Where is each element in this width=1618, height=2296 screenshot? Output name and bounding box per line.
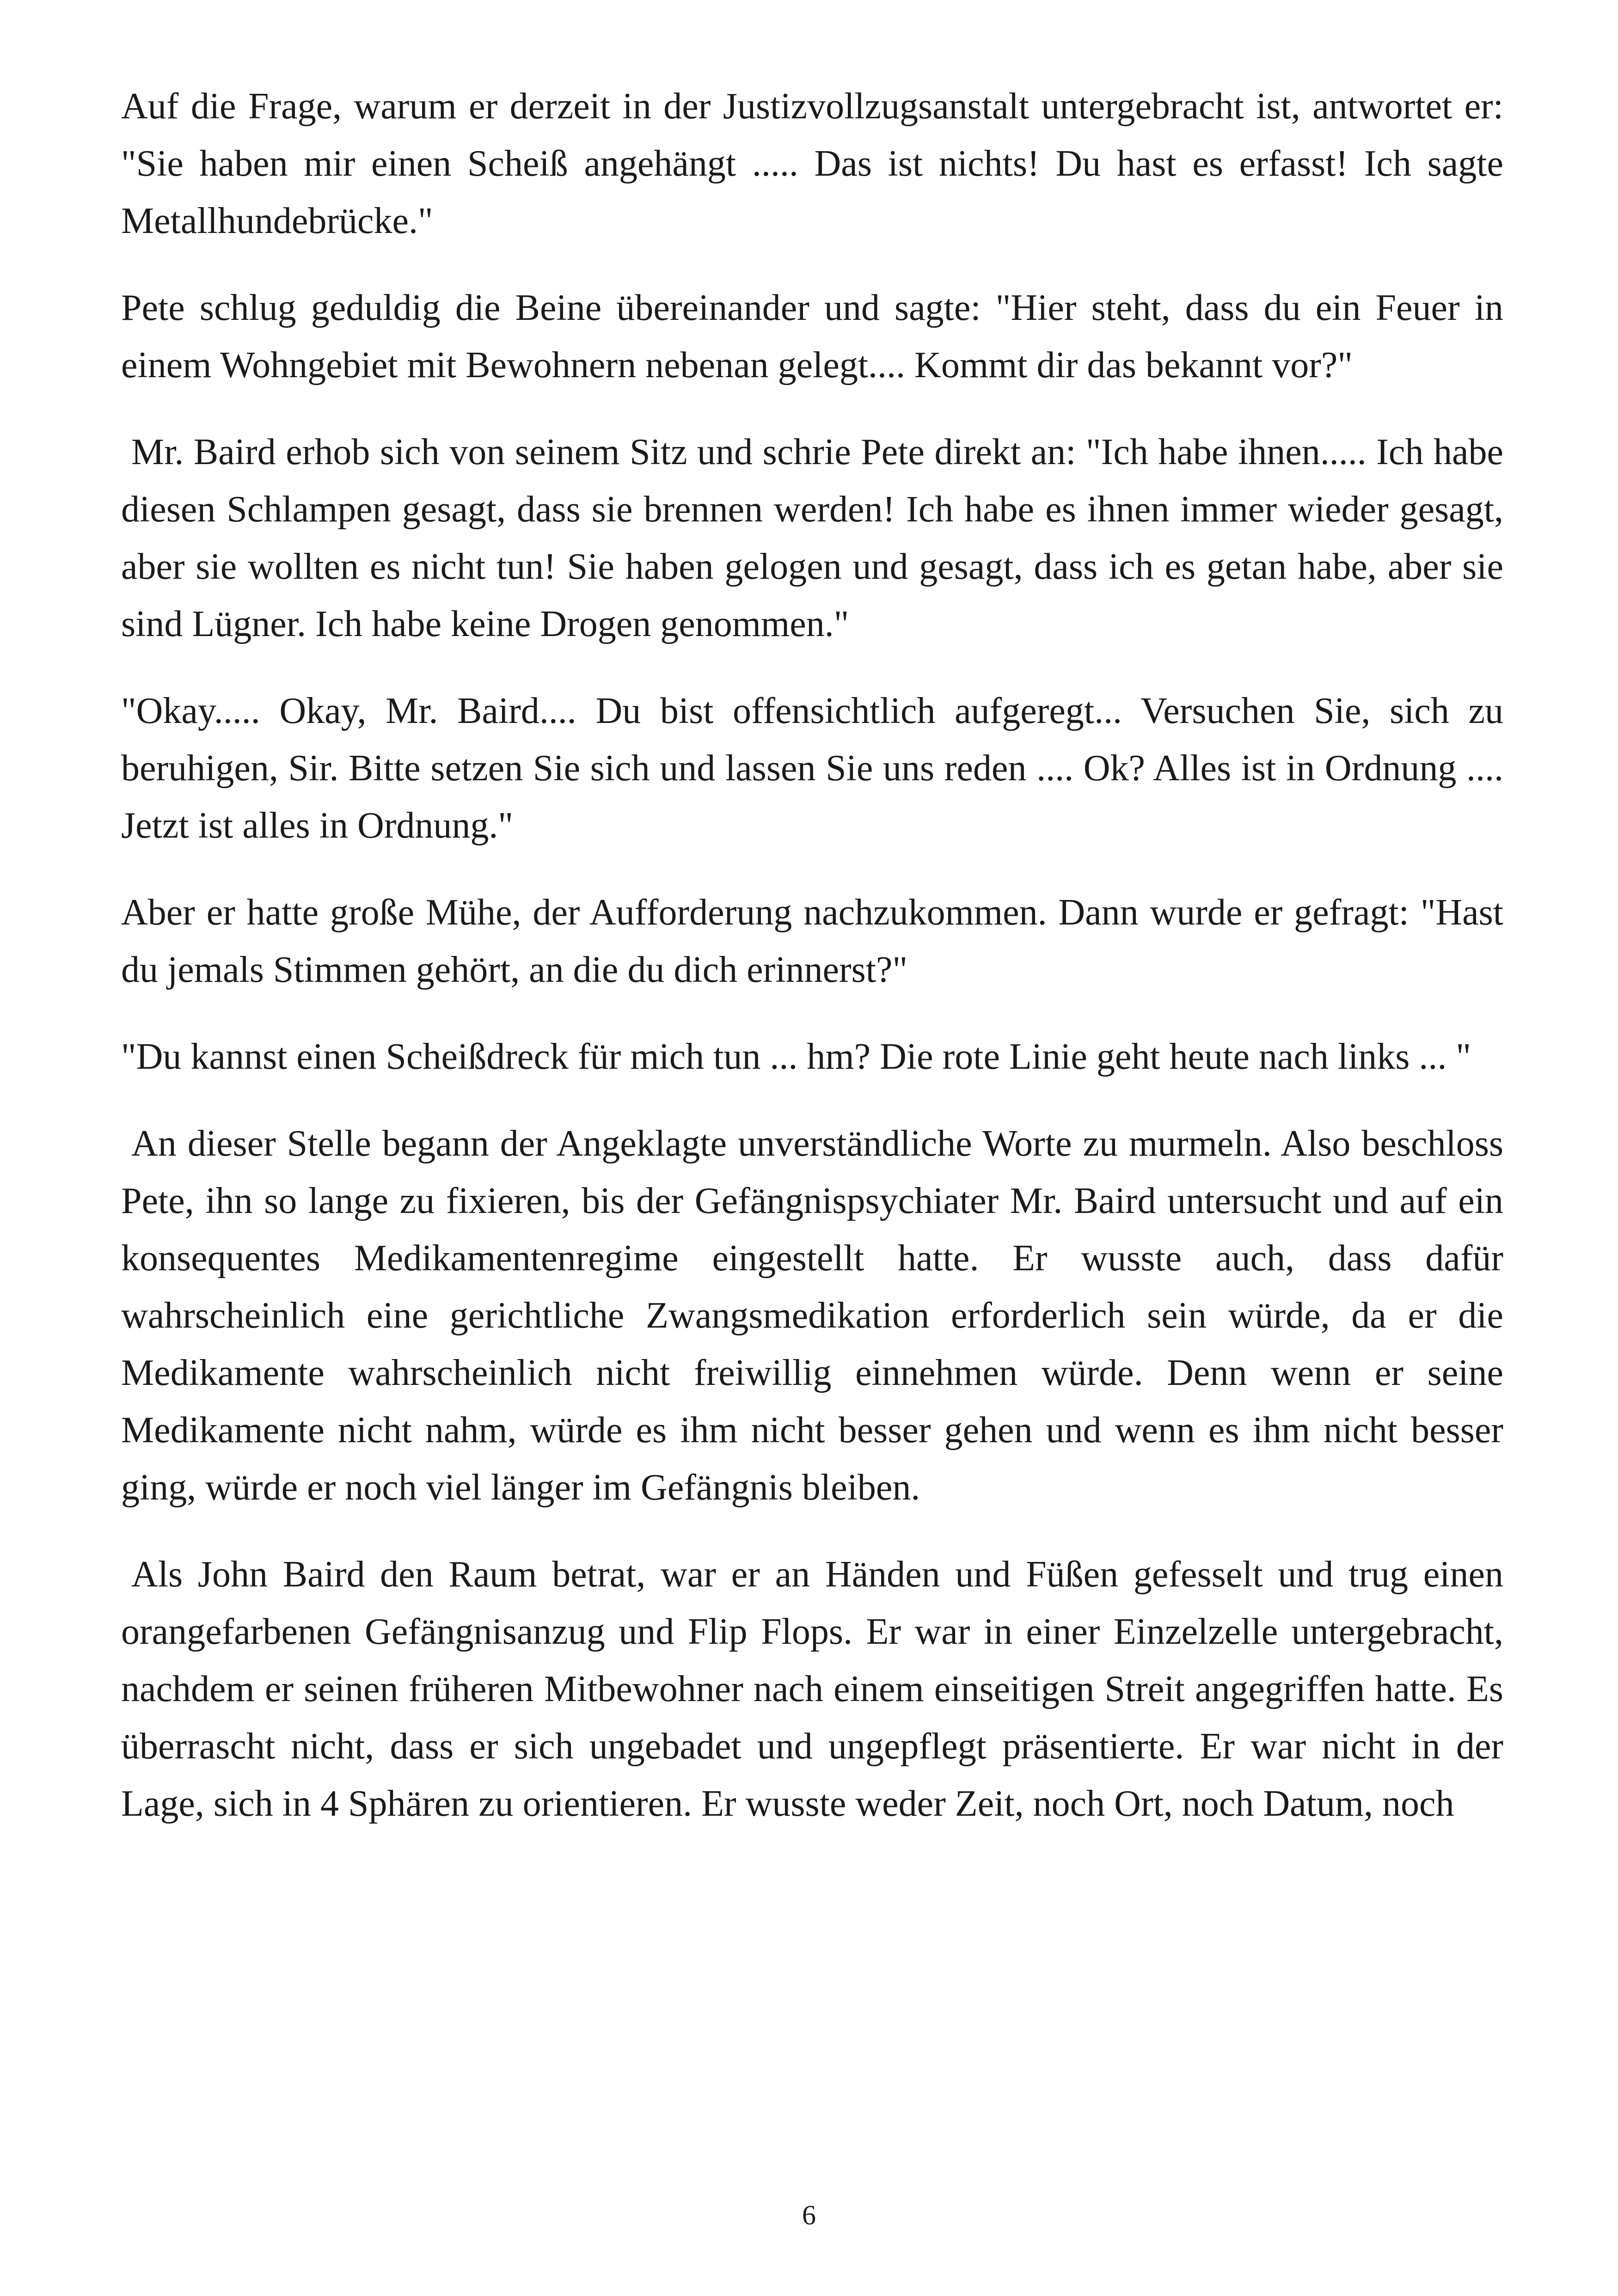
paragraph-2: Pete schlug geduldig die Beine übereinander und sagte: "Hier steht, dass du ein Feuer in einem Wohngebiet mit Bewohnern nebenan gelegt.... Kommt dir das bekannt vor?" (121, 288, 1503, 386)
page-number: 6 (802, 2200, 816, 2230)
paragraph-6: "Du kannst einen Scheißdreck für mich tun ... hm? Die rote Linie geht heute nach links ... " (121, 1036, 1471, 1077)
paragraph-8: Als John Baird den Raum betrat, war er an Händen und Füßen gefesselt und trug einen orangefarbenen Gefängnisanzug und Flip Flops. Er war in einer Einzelzelle untergebracht, nachdem er seinen früheren Mitbewohner nach einem einseitigen Streit angegriffen hatte. Es überrascht nicht, dass er sich ungebadet und ungepflegt präsentierte. Er war nicht in der Lage, sich in 4 Sphären zu orientieren. Er wusste weder Zeit, noch Ort, noch Datum, noch (121, 1554, 1503, 1824)
paragraph-5: Aber er hatte große Mühe, der Aufforderung nachzukommen. Dann wurde er gefragt: "Hast du jemals Stimmen gehört, an die du dich erinnerst?" (121, 892, 1503, 990)
document-body (121, 78, 1503, 1862)
paragraph-4: "Okay..... Okay, Mr. Baird.... Du bist offensichtlich aufgeregt... Versuchen Sie, sich zu beruhigen, Sir. Bitte setzen Sie sich und lassen Sie uns reden .... Ok? Alles ist in Ordnung .... Jetzt ist alles in Ordnung." (121, 691, 1503, 846)
paragraph-7: An dieser Stelle begann der Angeklagte unverständliche Worte zu murmeln. Also beschloss Pete, ihn so lange zu fixieren, bis der Gefängnispsychiater Mr. Baird untersucht und auf ein konsequentes Medikamentenregime eingestellt hatte. Er wusste auch, dass dafür wahrscheinlich eine gerichtliche Zwangsmedikation erforderlich sein würde, da er die Medikamente wahrscheinlich nicht freiwillig einnehmen würde. Denn wenn er seine Medikamente nicht nahm, würde es ihm nicht besser gehen und wenn es ihm nicht besser ging, würde er noch viel länger im Gefängnis bleiben. (121, 1123, 1503, 1508)
paragraph-3: Mr. Baird erhob sich von seinem Sitz und schrie Pete direkt an: "Ich habe ihnen..... Ich habe diesen Schlampen gesagt, dass sie brennen werden! Ich habe es ihnen immer wieder gesagt, aber sie wollten es nicht tun! Sie haben gelogen und gesagt, dass ich es getan habe, aber sie sind Lügner. Ich habe keine Drogen genommen." (121, 432, 1503, 644)
paragraph-1: Auf die Frage, warum er derzeit in der Justizvollzugsanstalt untergebracht ist, antwortet er: "Sie haben mir einen Scheiß angehängt ..... Das ist nichts! Du hast es erfasst! Ich sagte Metallhundebrücke." (121, 86, 1503, 241)
